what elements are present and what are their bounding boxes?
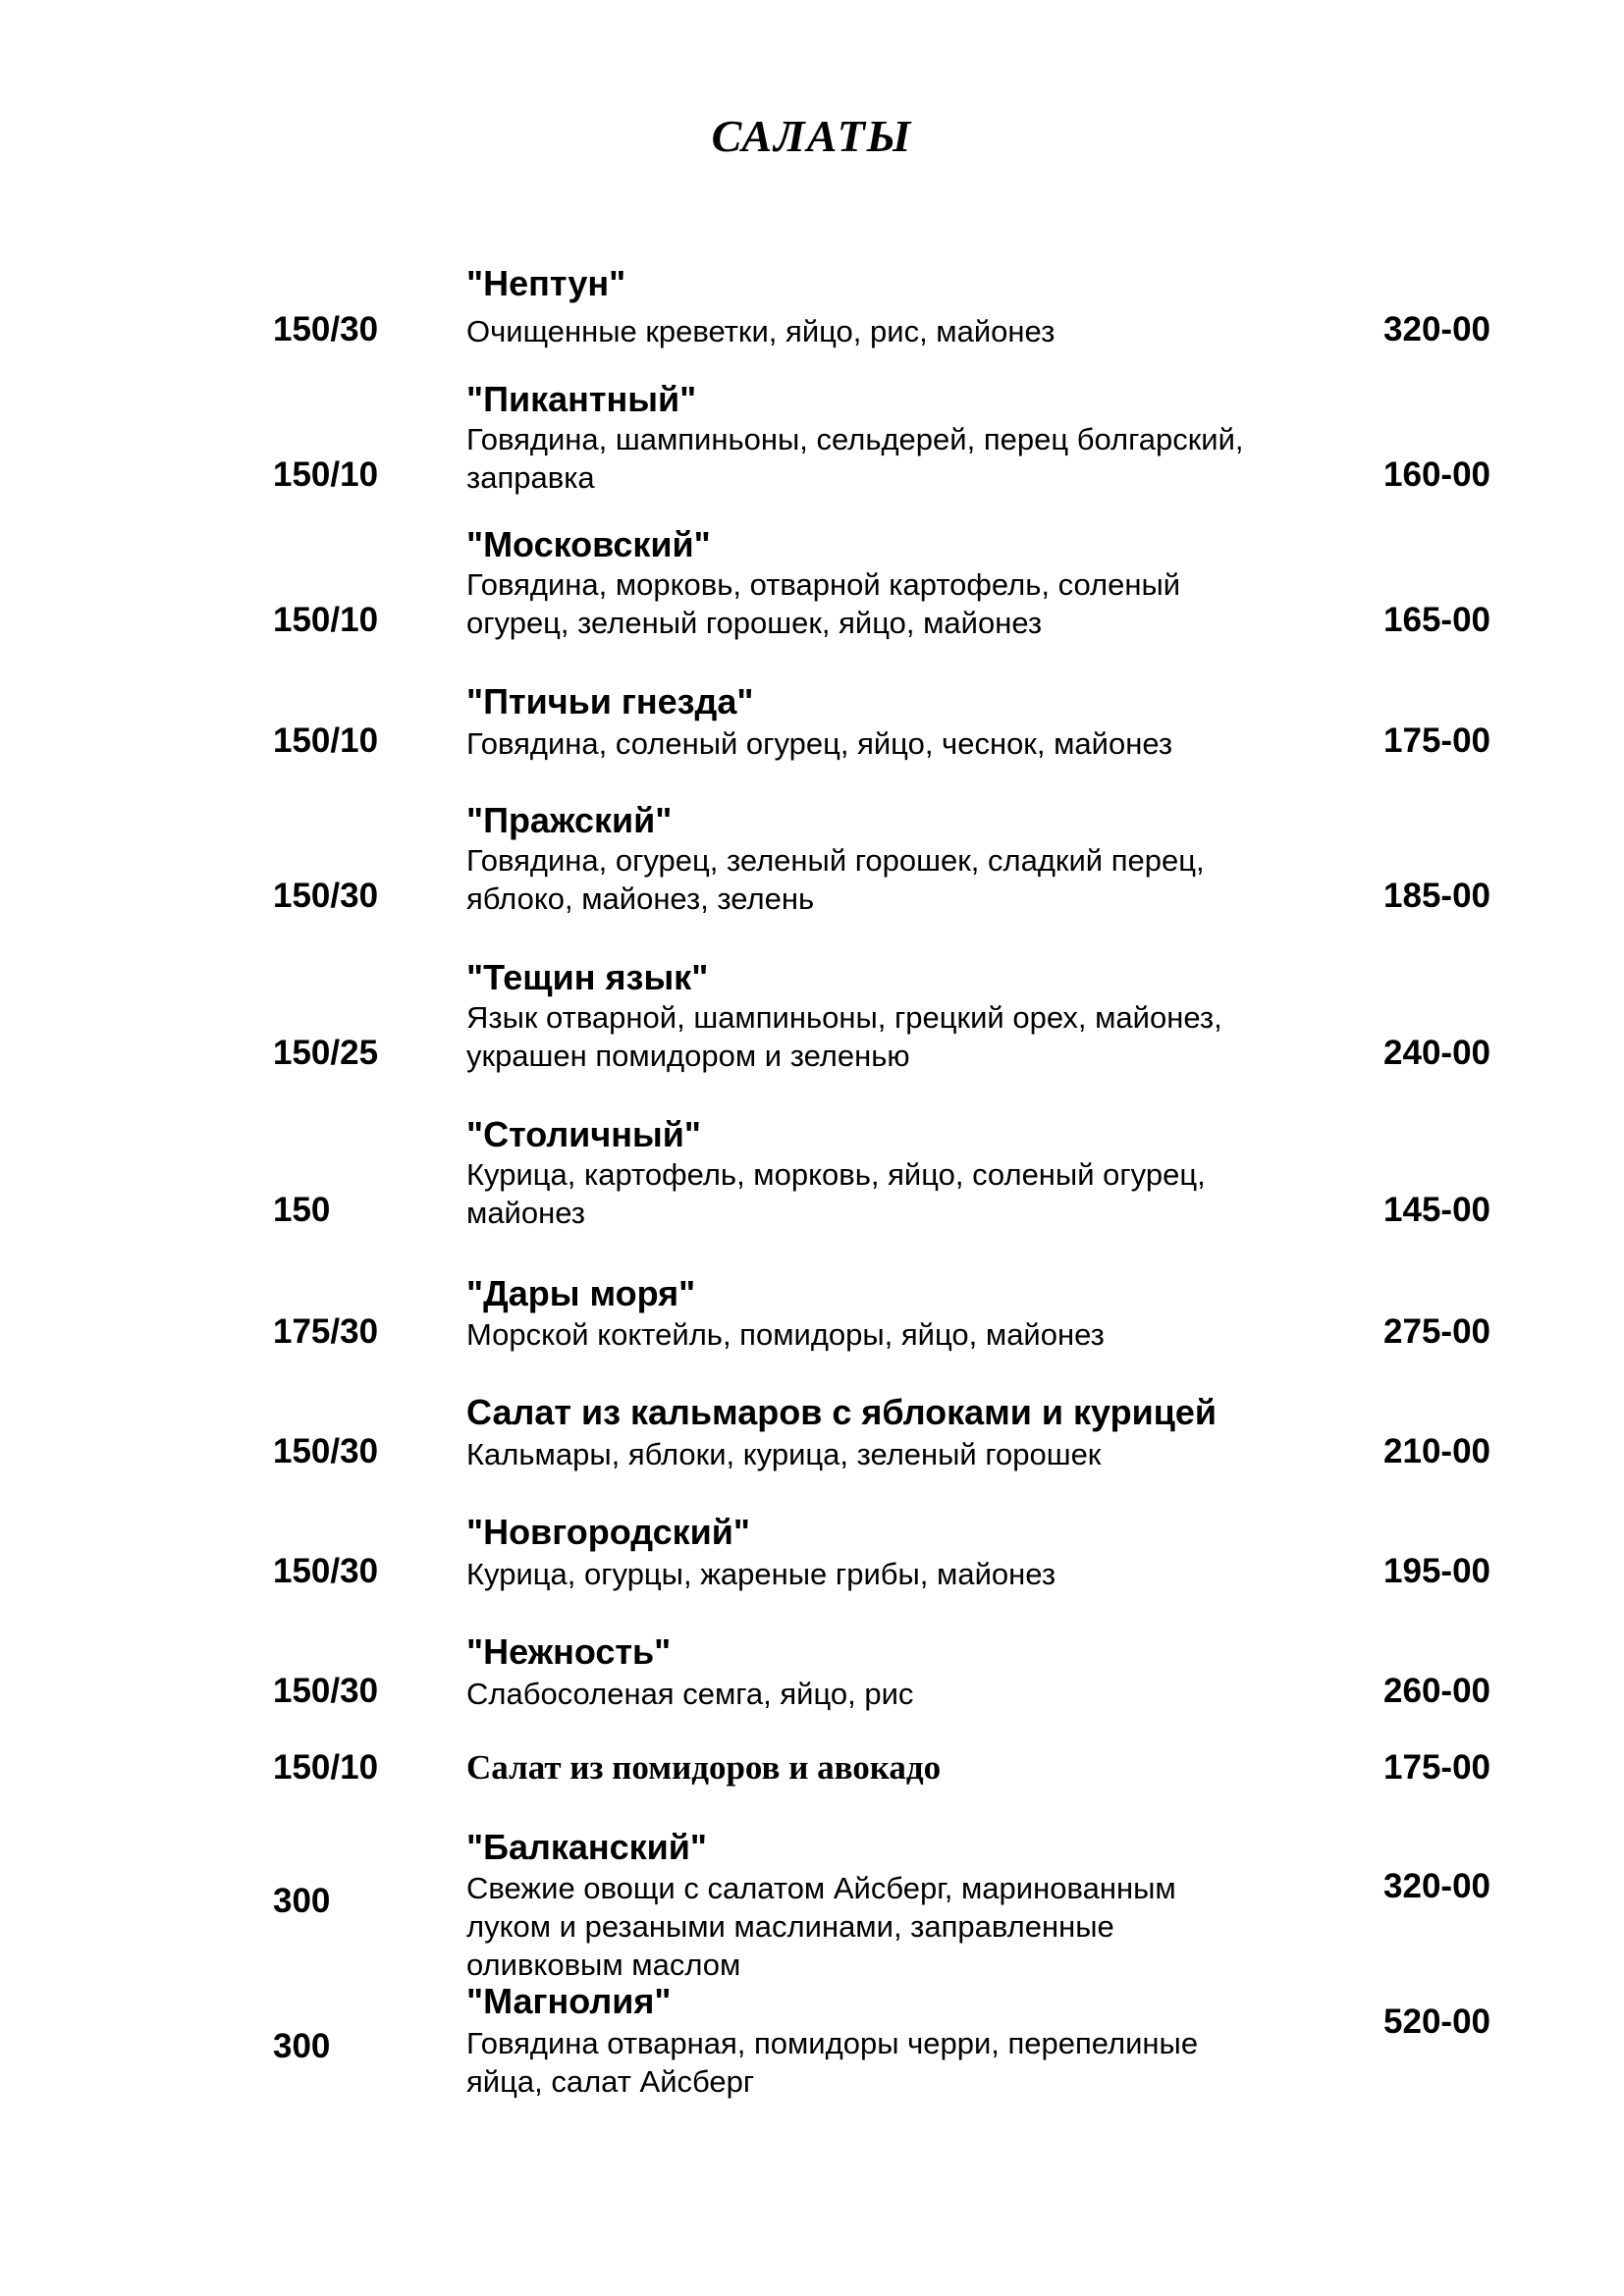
- item-description: [466, 312, 1350, 350]
- item-name: "Столичный": [466, 1114, 701, 1154]
- description-line: Слабосоленая семга, яйцо, рис: [466, 1677, 914, 1711]
- description-line: луком и резаными маслинами, заправленные: [466, 1909, 1114, 1944]
- description-line: Говядина отварная, помидоры черри, перепелиные: [466, 2026, 1199, 2060]
- description-line: Курица, огурцы, жареные грибы, майонез: [466, 1557, 1056, 1591]
- item-weight: 175/30: [273, 1312, 379, 1351]
- item-weight: 150/30: [273, 310, 379, 348]
- item-description: [466, 841, 1350, 918]
- item-price: 320-00: [1383, 1867, 1490, 1905]
- item-weight: 300: [273, 2027, 331, 2065]
- item-description: [466, 1315, 1350, 1354]
- description-line: Курица, картофель, морковь, яйцо, соленый огурец,: [466, 1157, 1206, 1192]
- description-line: Говядина, огурец, зеленый горошек, сладкий перец,: [466, 843, 1205, 878]
- item-weight: 150/30: [273, 1672, 379, 1710]
- item-description: [466, 1869, 1350, 1984]
- description-line: Говядина, шампиньоны, сельдерей, перец болгарский,: [466, 422, 1244, 456]
- item-description: [466, 1435, 1350, 1473]
- description-line: Очищенные креветки, яйцо, рис, майонез: [466, 314, 1056, 348]
- item-price: 175-00: [1383, 721, 1490, 760]
- item-name: "Пикантный": [466, 379, 697, 419]
- item-name: "Тещин язык": [466, 957, 709, 997]
- item-price: 185-00: [1383, 877, 1490, 915]
- item-name: "Птичьи гнезда": [466, 681, 754, 721]
- description-line: огурец, зеленый горошек, яйцо, майонез: [466, 606, 1043, 640]
- item-price: 195-00: [1383, 1552, 1490, 1590]
- item-description: [466, 1155, 1350, 1232]
- item-name: "Магнолия": [466, 1981, 672, 2021]
- item-description: [466, 1555, 1350, 1593]
- item-price: 240-00: [1383, 1034, 1490, 1072]
- description-line: Свежие овощи с салатом Айсберг, маринованным: [466, 1871, 1176, 1905]
- item-name: "Пражский": [466, 800, 673, 840]
- description-line: яйца, салат Айсберг: [466, 2064, 755, 2099]
- description-line: оливковым маслом: [466, 1948, 741, 1982]
- item-price: 210-00: [1383, 1432, 1490, 1470]
- item-weight: 150: [273, 1191, 331, 1229]
- item-price: 520-00: [1383, 2002, 1490, 2041]
- description-line: украшен помидором и зеленью: [466, 1039, 910, 1073]
- item-name: "Балканский": [466, 1827, 707, 1867]
- description-line: Говядина, морковь, отварной картофель, соленый: [466, 567, 1181, 602]
- item-name: Салат из помидоров и авокадо: [466, 1748, 942, 1787]
- item-price: 145-00: [1383, 1191, 1490, 1229]
- item-description: [466, 565, 1350, 642]
- item-name: "Новгородский": [466, 1512, 750, 1552]
- item-name: "Дары моря": [466, 1273, 696, 1313]
- description-line: Язык отварной, шампиньоны, грецкий орех, майонез,: [466, 1000, 1222, 1035]
- item-name: "Московский": [466, 524, 711, 564]
- item-price: 165-00: [1383, 601, 1490, 639]
- item-price: 320-00: [1383, 310, 1490, 348]
- item-name: "Нежность": [466, 1631, 672, 1672]
- item-weight: 150/30: [273, 1432, 379, 1470]
- description-line: заправка: [466, 460, 595, 495]
- description-line: яблоко, майонез, зелень: [466, 881, 815, 916]
- item-price: 275-00: [1383, 1312, 1490, 1351]
- item-weight: 150/10: [273, 455, 379, 494]
- item-description: [466, 998, 1350, 1075]
- item-price: 175-00: [1383, 1748, 1490, 1787]
- item-weight: 300: [273, 1882, 331, 1920]
- item-price: 160-00: [1383, 455, 1490, 494]
- page-title: САЛАТЫ: [711, 111, 913, 161]
- item-weight: 150/10: [273, 721, 379, 760]
- item-weight: 150/30: [273, 1552, 379, 1590]
- item-description: [466, 2024, 1350, 2101]
- description-line: майонез: [466, 1196, 586, 1230]
- description-line: Говядина, соленый огурец, яйцо, чеснок, майонез: [466, 726, 1173, 761]
- item-description: [466, 724, 1350, 763]
- item-weight: 150/10: [273, 601, 379, 639]
- item-description: [466, 420, 1350, 497]
- item-weight: 150/25: [273, 1034, 379, 1072]
- item-price: 260-00: [1383, 1672, 1490, 1710]
- item-name: Салат из кальмаров с яблоками и курицей: [466, 1392, 1217, 1432]
- description-line: Кальмары, яблоки, курица, зеленый горошек: [466, 1437, 1102, 1471]
- item-name: "Нептун": [466, 263, 626, 303]
- item-description: [466, 1675, 1350, 1713]
- item-weight: 150/10: [273, 1748, 379, 1787]
- description-line: Морской коктейль, помидоры, яйцо, майонез: [466, 1317, 1105, 1352]
- item-weight: 150/30: [273, 877, 379, 915]
